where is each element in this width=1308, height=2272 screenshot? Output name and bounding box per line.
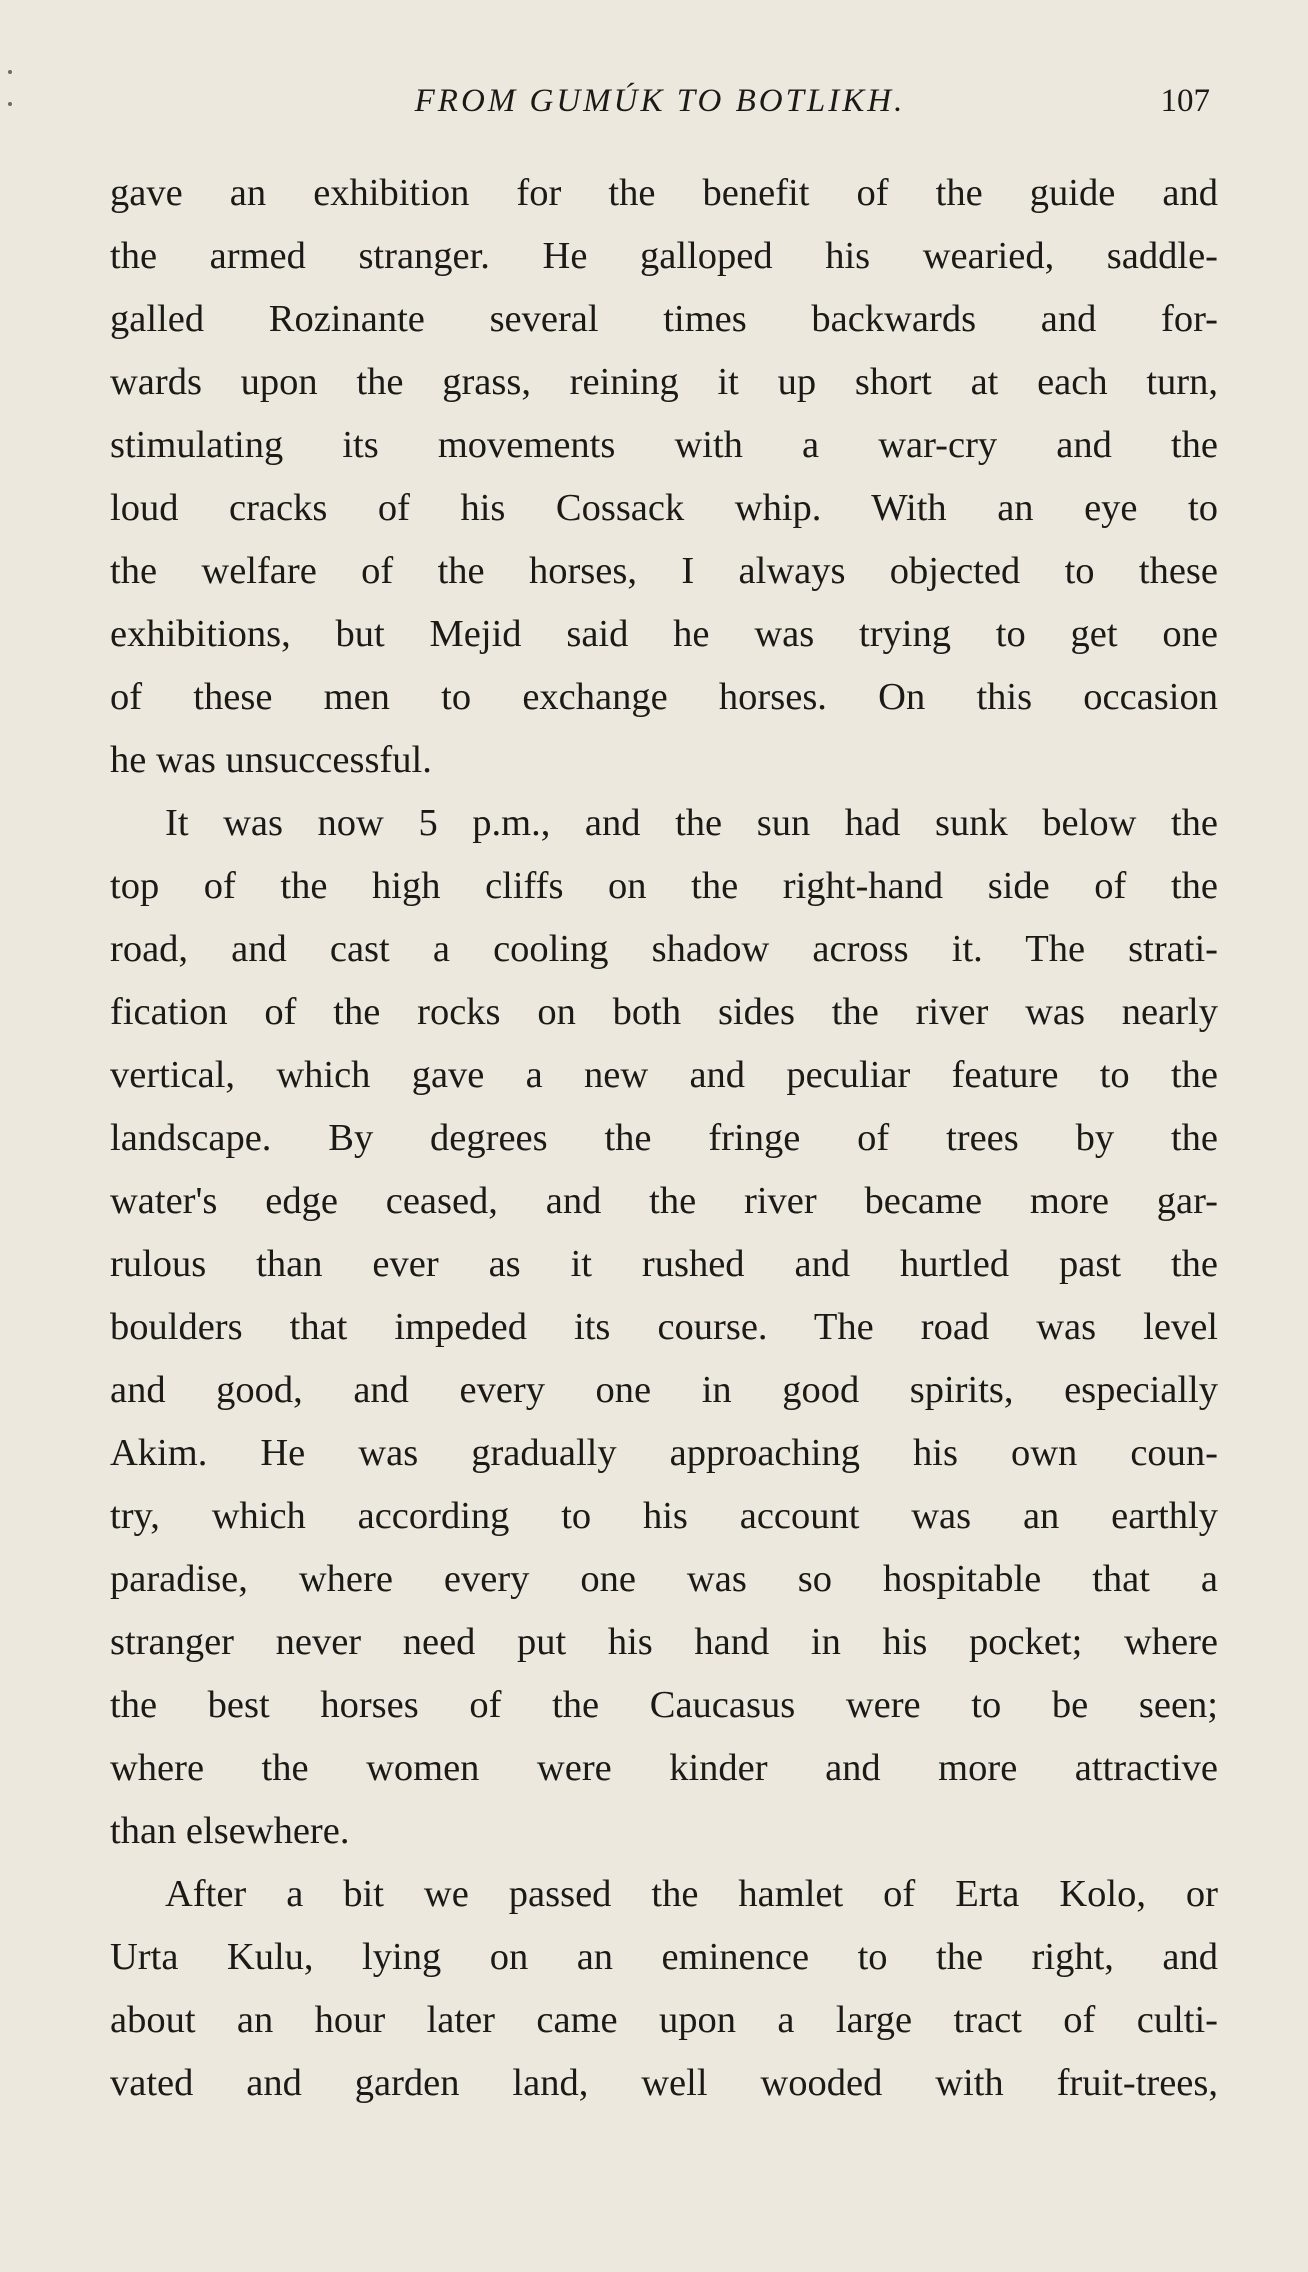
text-line: than elsewhere. [110,1810,350,1852]
paragraph [110,792,1218,1863]
text-line: loud cracks of his Cossack whip. With an eye to [110,487,1218,529]
margin-speck [8,70,12,74]
text-line: galled Rozinante several times backwards and for- [110,298,1218,340]
text-line: the welfare of the horses, I always objected to these [110,550,1218,592]
text-line: vated and garden land, well wooded with fruit-trees, [110,2062,1218,2104]
body-text [110,162,1218,2115]
text-line: It was now 5 p.m., and the sun had sunk below the [165,802,1218,844]
text-line: Akim. He was gradually approaching his own coun- [110,1432,1218,1474]
text-line: about an hour later came upon a large tract of culti- [110,1999,1218,2041]
text-line: rulous than ever as it rushed and hurtled past the [110,1243,1218,1285]
running-title: FROM GUMÚK TO BOTLIKH. [414,83,906,119]
text-line: road, and cast a cooling shadow across it. The strati- [110,928,1218,970]
text-line: fication of the rocks on both sides the river was nearly [110,991,1218,1033]
text-line: vertical, which gave a new and peculiar feature to the [110,1054,1218,1096]
text-line: try, which according to his account was an earthly [110,1495,1218,1537]
text-line: stranger never need put his hand in his pocket; where [110,1621,1218,1663]
text-line: After a bit we passed the hamlet of Erta Kolo, or [165,1873,1218,1915]
paragraph [110,1863,1218,2115]
text-line: stimulating its movements with a war-cry and the [110,424,1218,466]
page-number: 107 [1160,83,1210,119]
running-head [0,76,1308,126]
text-line: paradise, where every one was so hospitable that a [110,1558,1218,1600]
text-line: where the women were kinder and more attractive [110,1747,1218,1789]
paragraph [110,162,1218,792]
text-line: Urta Kulu, lying on an eminence to the right, and [110,1936,1218,1978]
text-line: and good, and every one in good spirits, especially [110,1369,1218,1411]
text-line: landscape. By degrees the fringe of trees by the [110,1117,1218,1159]
text-line: he was unsuccessful. [110,739,432,781]
text-line: water's edge ceased, and the river became more gar- [110,1180,1218,1222]
text-line: top of the high cliffs on the right-hand side of the [110,865,1218,907]
text-line: boulders that impeded its course. The road was level [110,1306,1218,1348]
text-line: gave an exhibition for the benefit of the guide and [110,172,1218,214]
text-line: the best horses of the Caucasus were to be seen; [110,1684,1218,1726]
text-line: the armed stranger. He galloped his wearied, saddle- [110,235,1218,277]
text-line: of these men to exchange horses. On this occasion [110,676,1218,718]
text-line: exhibitions, but Mejid said he was trying to get one [110,613,1218,655]
text-line: wards upon the grass, reining it up short at each turn, [110,361,1218,403]
